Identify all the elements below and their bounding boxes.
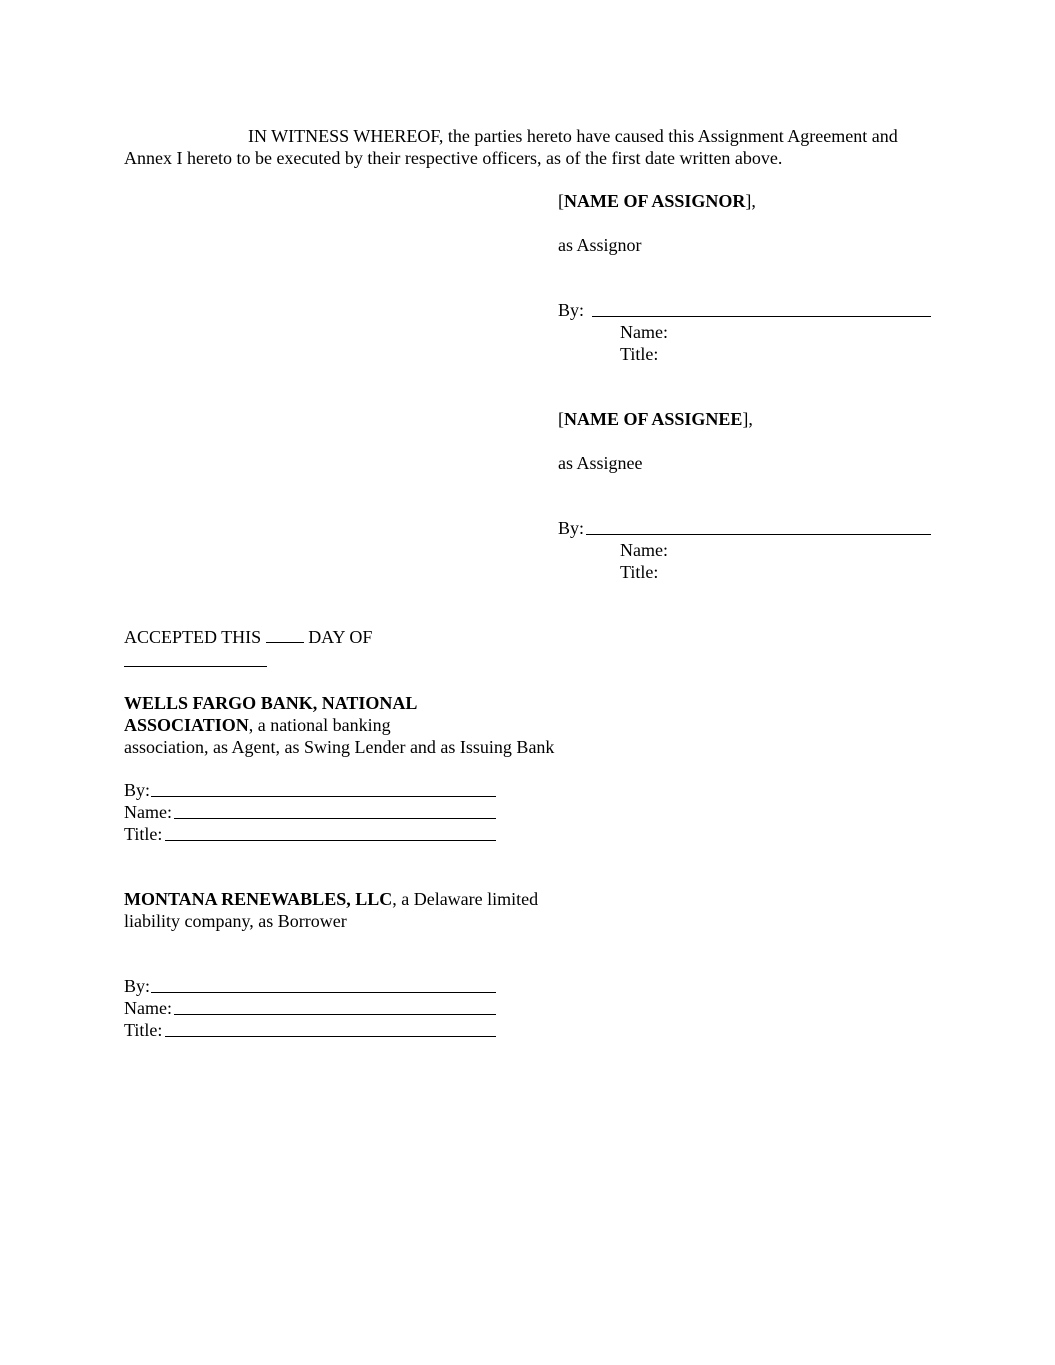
accepted-line — [124, 626, 372, 648]
borrower-name-line[interactable] — [174, 1014, 496, 1015]
accepted-day-blank[interactable] — [266, 626, 304, 643]
agent-desc-line-1: , a national banking — [248, 715, 391, 735]
assignor-bracket-open: [ — [558, 191, 564, 211]
agent-name-label: Name: — [124, 802, 172, 822]
borrower-desc-line-1: , a Delaware limited — [392, 889, 539, 909]
borrower-name: MONTANA RENEWABLES, LLC — [124, 889, 393, 909]
assignee-title-label: Title: — [620, 562, 659, 582]
borrower-name-label: Name: — [124, 998, 172, 1018]
borrower-desc-line-2: liability company, as Borrower — [124, 911, 347, 931]
assignor-title-label: Title: — [620, 344, 659, 364]
assignee-bracket-open: [ — [558, 409, 564, 429]
assignor-role: as Assignor — [558, 235, 642, 255]
witness-line-2: Annex I hereto to be executed by their respective officers, as of the first date written above. — [124, 148, 783, 168]
borrower-by-line[interactable] — [151, 992, 496, 993]
assignee-name: NAME OF ASSIGNEE — [564, 409, 743, 429]
borrower-title-line[interactable] — [165, 1036, 496, 1037]
accepted-suffix: DAY OF — [308, 627, 373, 647]
assignor-name: NAME OF ASSIGNOR — [564, 191, 746, 211]
witness-line-1: IN WITNESS WHEREOF, the parties hereto have caused this Assignment Agreement and — [248, 126, 898, 146]
assignee-signature-line[interactable] — [586, 534, 931, 535]
agent-title-label: Title: — [124, 824, 163, 844]
borrower-by-label: By: — [124, 976, 151, 996]
agent-by-label: By: — [124, 780, 151, 800]
agent-line-2 — [124, 714, 391, 736]
assignee-bracket-close: ], — [742, 409, 753, 429]
assignor-signature-line[interactable] — [592, 316, 931, 317]
borrower-title-label: Title: — [124, 1020, 163, 1040]
accepted-month-blank[interactable] — [124, 666, 267, 667]
assignee-by-label: By: — [558, 518, 585, 538]
agent-name-line-1: WELLS FARGO BANK, NATIONAL — [124, 693, 418, 713]
assignee-heading — [558, 408, 753, 430]
agent-title-line[interactable] — [165, 840, 496, 841]
accepted-prefix: ACCEPTED THIS — [124, 627, 262, 647]
agent-name-line-2: ASSOCIATION — [124, 715, 249, 735]
assignor-bracket-close: ], — [745, 191, 756, 211]
assignee-role: as Assignee — [558, 453, 643, 473]
agent-by-line[interactable] — [151, 796, 496, 797]
assignor-name-label: Name: — [620, 322, 668, 342]
assignee-name-label: Name: — [620, 540, 668, 560]
agent-name-line[interactable] — [174, 818, 496, 819]
borrower-line-1 — [124, 888, 538, 910]
assignor-heading — [558, 190, 756, 212]
assignor-by-label: By: — [558, 300, 585, 320]
agent-desc-line-2: association, as Agent, as Swing Lender and as Issuing Bank — [124, 737, 555, 757]
